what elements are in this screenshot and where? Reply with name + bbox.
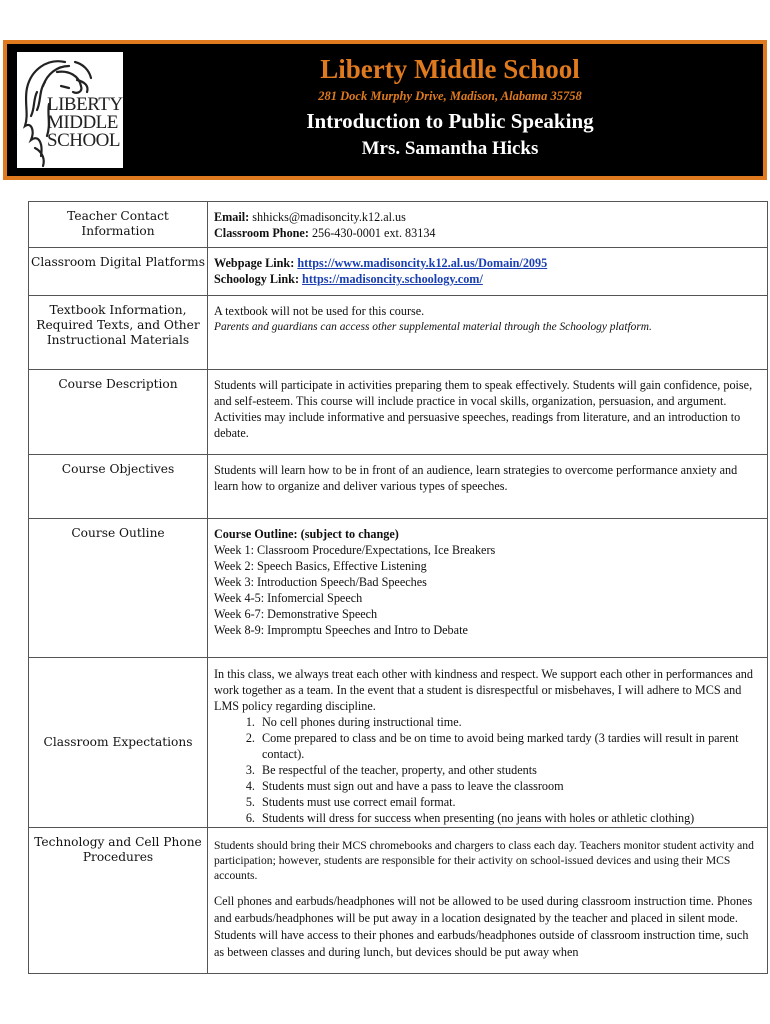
outline-row [29,519,768,658]
logo-line: MIDDLE [47,112,118,133]
header-banner [3,40,767,180]
outline-week: Week 2: Speech Basics, Effective Listening [214,559,427,573]
objectives-text: Students will learn how to be in front of an audience, learn strategies to overcome performance anxiety and learn how to organize and deliver various types of speeches. [208,455,768,519]
rule-item: 6. Students will dress for success when presenting (no jeans with holes or athletic clothing) [258,810,761,826]
outline-label: Course Outline [29,519,208,658]
logo-line: SCHOOL [47,130,121,151]
syllabus-table [28,201,768,974]
contact-label: Teacher Contact Information [29,202,208,248]
outline-week: Week 1: Classroom Procedure/Expectations, Ice Breakers [214,543,496,557]
outline-heading: Course Outline: (subject to change) [214,527,399,541]
rule-item: 2. Come prepared to class and be on time to avoid being marked tardy (3 tardies will result in parent contact). [258,730,761,762]
school-logo [17,52,123,168]
objectives-row [29,455,768,519]
schoology-link[interactable]: https://madisoncity.schoology.com/ [302,272,483,286]
schoology-label: Schoology Link: [214,272,299,286]
logo-line: LIBERTY [47,94,123,115]
outline-value [208,519,768,658]
course-title: Introduction to Public Speaking [306,109,594,133]
webpage-label: Webpage Link: [214,256,295,270]
textbook-value [208,296,768,370]
platforms-value [208,248,768,296]
teacher-email[interactable]: shhicks@madisoncity.k12.al.us [252,210,406,224]
expectations-label: Classroom Expectations [29,658,208,828]
technology-value [208,828,768,974]
email-label: Email: [214,210,250,224]
expectations-row [29,658,768,828]
platforms-row [29,248,768,296]
outline-week: Week 4-5: Infomercial Speech [214,591,363,605]
textbook-line: A textbook will not be used for this course. [214,304,425,318]
rules-list [214,714,761,826]
technology-row [29,828,768,974]
technology-label: Technology and Cell Phone Procedures [29,828,208,974]
rule-item: 4. Students must sign out and have a pass to leave the classroom [258,778,761,794]
textbook-label: Textbook Information, Required Texts, and Other Instructional Materials [29,296,208,370]
header-banner-inner [7,44,763,176]
outline-week: Week 8-9: Impromptu Speeches and Intro to Debate [214,623,468,637]
contact-value [208,202,768,248]
webpage-link[interactable]: https://www.madisoncity.k12.al.us/Domain/2095 [297,256,548,270]
logo-wordmark [47,96,123,150]
school-address: 281 Dock Murphy Drive, Madison, Alabama 35758 [318,89,582,103]
contact-row [29,202,768,248]
rule-item: 3. Be respectful of the teacher, property, and other students [258,762,761,778]
classroom-phone: 256-430-0001 ext. 83134 [311,226,436,240]
description-label: Course Description [29,370,208,455]
phone-label: Classroom Phone: [214,226,309,240]
textbook-row [29,296,768,370]
platforms-label: Classroom Digital Platforms [29,248,208,296]
outline-week: Week 6-7: Demonstrative Speech [214,607,378,621]
outline-week: Week 3: Introduction Speech/Bad Speeches [214,575,427,589]
objectives-label: Course Objectives [29,455,208,519]
expectations-intro: In this class, we always treat each other with kindness and respect. We support each other in performances and work together as a team. In the event that a student is disrespectful or misbehaves, I will adhere to MCS and LMS policy regarding discipline. [214,667,753,713]
rule-item: 5. Students must use correct email format. [258,794,761,810]
description-row [29,370,768,455]
description-text: Students will participate in activities preparing them to speak effectively. Students will gain confidence, poise, and self-esteem. This course will include practice in vocal skills, organization, persuasion, and argument. Activities may include informative and persuasive speeches, readings from literature, and an introduction to debate. [208,370,768,455]
textbook-note: Parents and guardians can access other supplemental material through the Schoology platform. [214,321,652,333]
expectations-value [208,658,768,828]
rule-item: 1. No cell phones during instructional time. [258,714,761,730]
technology-para: Students should bring their MCS chromebooks and chargers to class each day. Teachers monitor student activity and participation; however, students are responsible for their activity on school-issued devices and using their MCS accounts. [214,839,754,882]
teacher-name: Mrs. Samantha Hicks [361,138,539,159]
school-name: Liberty Middle School [320,54,580,84]
cellphone-para: Cell phones and earbuds/headphones will not be allowed to be used during classroom instruction time. Phones and earbuds/headphones will be put away in a location designated by the teacher and placed in silent mode. Students will have access to their phones and earbuds/headphones outside of classroom instruction time, such as between classes and during lunch, but devices should be put away when [214,894,753,959]
